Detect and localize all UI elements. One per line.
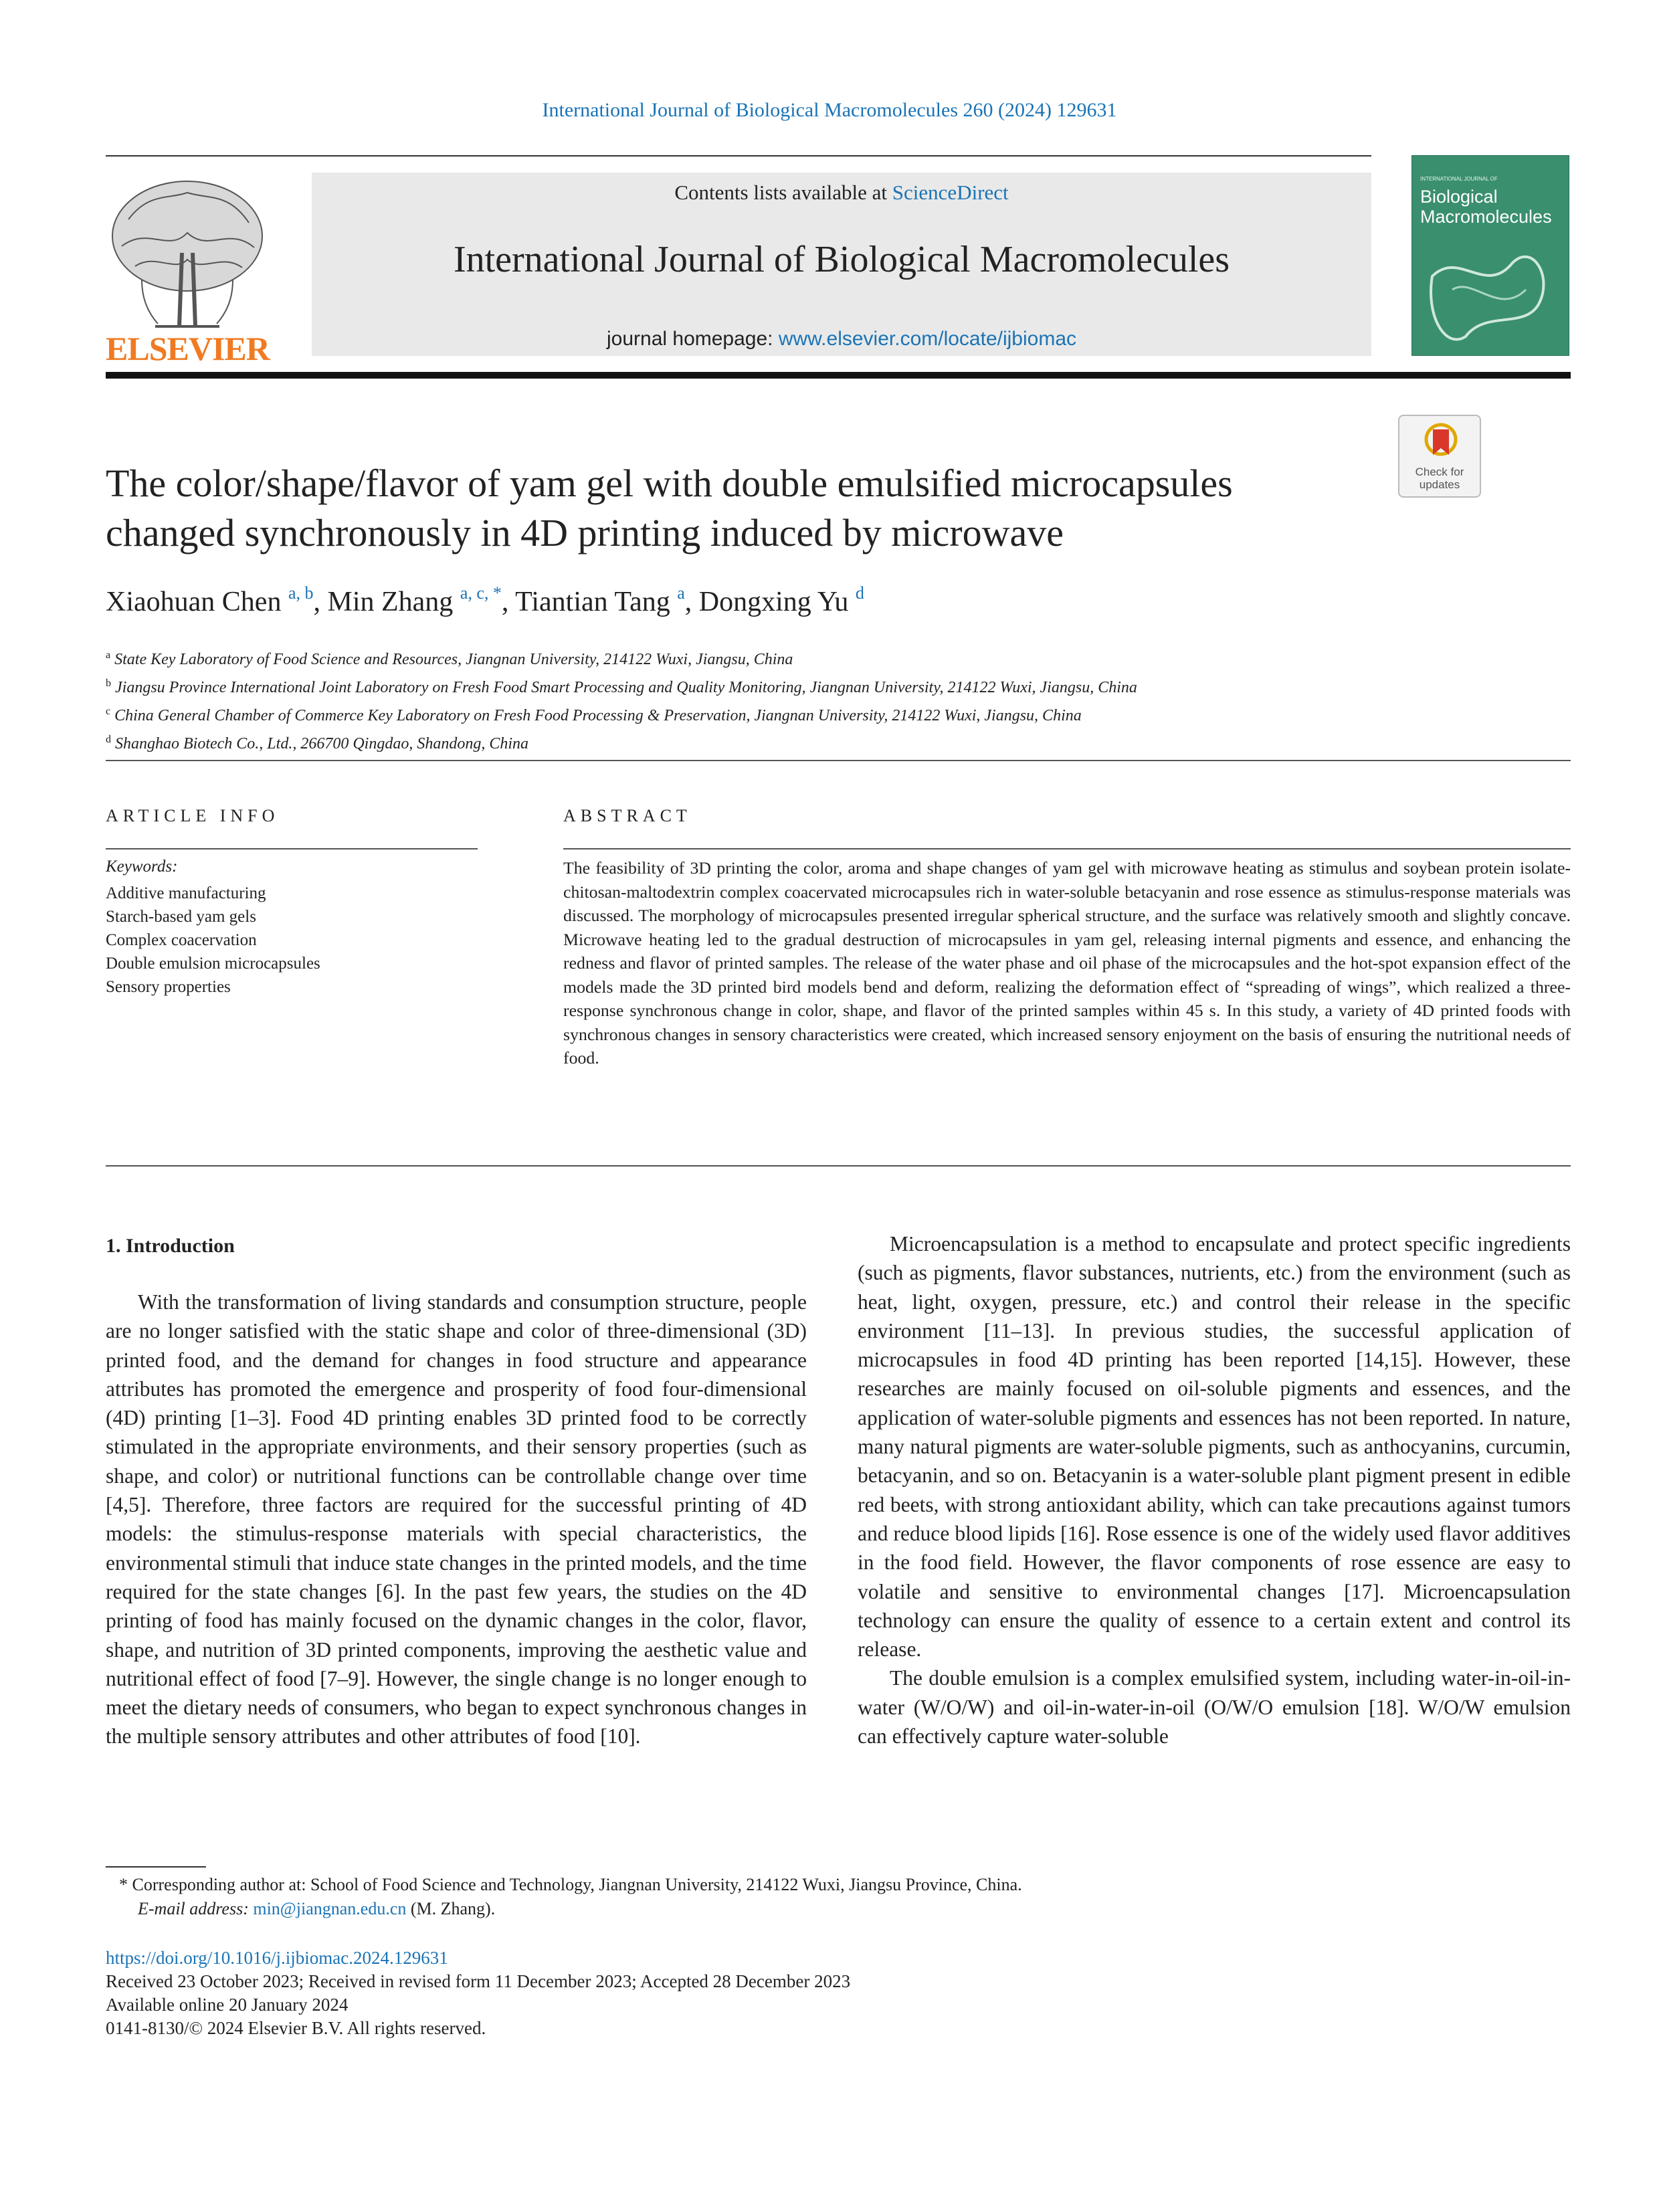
journal-reference[interactable]: International Journal of Biological Macromolecules 260 (2024) 129631 (542, 99, 1117, 121)
author-affiliation-marks[interactable]: a, c, * (460, 583, 502, 603)
cover-molecule-art-icon (1419, 236, 1563, 350)
contents-available-line: Contents lists available at ScienceDirect (674, 181, 1009, 204)
affiliation-item: $^d$ Shanghao Biotech Co., Ltd., 266700 Qingdao, Shandong, China (106, 734, 528, 752)
affiliation-item: $^b$ Jiangsu Province International Joint Laboratory on Fresh Food Smart Processing and Quality Monitoring, Jiangnan University, 214122 Wuxi, Jiangsu, China (106, 678, 1137, 696)
body-paragraph: The double emulsion is a complex emulsified system, including water-in-oil-in-water (W/O/W) and oil-in-water-in-oil (O/W/O emulsion [18]. W/O/W emulsion can effectively capture water-soluble (858, 1666, 1571, 1748)
affiliations (106, 643, 1137, 756)
keywords-label: Keywords: (106, 858, 178, 876)
copyright-notice: 0141-8130/© 2024 Elsevier B.V. All rights reserved. (106, 2018, 486, 2038)
article-front-matter (106, 1946, 850, 2040)
affiliation-item: $^a$ State Key Laboratory of Food Science and Resources, Jiangnan University, 214122 Wuxi, Jiangsu, China (106, 649, 793, 668)
article-title: The color/shape/flavor of yam gel with double emulsified microcapsules changed synchronously in 4D printing induced by microwave (106, 462, 1233, 555)
keywords-list (106, 882, 320, 999)
author-name[interactable]: Dongxing Yu (698, 587, 849, 617)
body-paragraph: Microencapsulation is a method to encapsulate and protect specific ingredients (such as pigments, flavor substances, nutrients, etc.) from the environment (such as heat, light, oxygen, pressure, etc.) and control their release in the specific environment [11–13]. In previous studies, the successful application of microcapsules in food 4D printing has been reported [14,15]. However, these researches are mainly focused on oil-soluble pigments and essences, and the application of water-soluble pigments and essences has not been reported. In nature, many natural pigments are water-soluble pigments, such as anthocyanins, curcumin, betacyanin, and so on. Betacyanin is a water-soluble plant pigment present in edible red beets, with strong antioxidant ability, which can take precautions against tumors and reduce blood lipids [16]. Rose essence is one of the widely used flavor additives in the food field. However, the flavor components of rose essence are easy to volatile and sensitive to environmental changes [17]. Microencapsulation technology can ensure the quality of essence to a certain extent and control its release. (858, 1232, 1571, 1662)
elsevier-wordmark: ELSEVIER (106, 330, 270, 367)
corresponding-author-text: * Corresponding author at: School of Food Science and Technology, Jiangnan University, 214122 Wuxi, Jiangsu Province, China. (119, 1875, 1022, 1894)
affiliations-divider (106, 760, 1571, 761)
cover-small-text: INTERNATIONAL JOURNAL OF (1420, 176, 1498, 182)
keyword-item: Sensory properties (106, 978, 231, 996)
bookmark-ribbon-icon (1424, 423, 1458, 463)
body-paragraph: With the transformation of living standards and consumption structure, people are no longer satisfied with the static shape and color of three-dimensional (3D) printed food, and the demand for changes in food structure and appearance attributes has promoted the emergence and prosperity of food four-dimensional (4D) printing [1–3]. Food 4D printing enables 3D printed food to be correctly stimulated in the appropriate environments, and their sensory properties (such as shape, and color) or nutritional functions can be controllable change over time [4,5]. Therefore, three factors are required for the successful printing of 4D models: the stimulus-response materials with special characteristics, the environmental stimuli that induce state changes in the printed models, and the time required for the state changes [6]. In the past few years, the studies on the 4D printing of food has mainly focused on the dynamic changes in the color, flavor, shape, and nutrition of 3D printed components, improving the aesthetic value and nutritional effect of food [7–9]. However, the single change is no longer enough to meet the dietary needs of consumers, who began to expect synchronous changes in the multiple sensory attributes and other attributes of food [10]. (106, 1290, 807, 1748)
author-affiliation-marks[interactable]: a, b (288, 583, 314, 603)
introduction-heading: 1. Introduction (106, 1235, 235, 1257)
journal-cover-thumbnail[interactable] (1411, 155, 1569, 356)
keyword-item: Complex coacervation (106, 931, 257, 949)
journal-masthead (312, 173, 1371, 356)
available-online-date: Available online 20 January 2024 (106, 1995, 349, 2015)
author-affiliation-marks[interactable]: d (855, 583, 864, 603)
body-right-column (858, 1229, 1571, 1750)
author-name[interactable]: Tiantian Tang (515, 587, 670, 617)
article-info-divider (106, 848, 478, 849)
body-left-column (106, 1288, 807, 1751)
abstract-text: The feasibility of 3D printing the color, aroma and shape changes of yam gel with microwave heating as stimulus and soybean protein isolate-chitosan-maltodextrin complex coacervated microcapsules rich in water-soluble betacyanin and rose essence as stimulus-response materials was discussed. The morphology of microcapsules presented irregular spherical structure, and the surface was relatively smooth and slightly concave. Microwave heating led to the gradual destruction of microcapsules in yam gel, releasing internal pigments and essence, and enhancing the redness and flavor of printed samples. The release of the water phase and oil phase of the microcapsules and the hot-spot expansion effect of the models made the 3D printed bird models bend and deform, realizing the deformation effect of “spreading of wings”, which realized a three-response synchronous change in color, shape, and flavor of the printed samples within 45 s. In this study, a variety of 4D printed foods with synchronous changes in sensory characteristics were created, which increased sensory enjoyment on the basis of ensuring the nutritional needs of food. (563, 858, 1571, 1068)
journal-homepage-line: journal homepage: www.elsevier.com/locate/ijbiomac (606, 328, 1077, 350)
corresponding-author-footnote (119, 1873, 1022, 1921)
abstract-bottom-divider (106, 1165, 1571, 1167)
email-line: E-mail address: min@jiangnan.edu.cn (M. Zhang). (138, 1899, 496, 1918)
sciencedirect-link[interactable]: ScienceDirect (892, 181, 1009, 204)
masthead-thick-divider (106, 372, 1571, 379)
check-for-updates-badge[interactable] (1398, 415, 1481, 498)
author-name[interactable]: Xiaohuan Chen (106, 587, 282, 617)
keyword-item: Double emulsion microcapsules (106, 954, 320, 973)
journal-name: International Journal of Biological Macromolecules (453, 239, 1230, 280)
top-divider (106, 155, 1371, 157)
author-email-link[interactable]: min@jiangnan.edu.cn (253, 1899, 407, 1918)
author-affiliation-marks[interactable]: a (677, 583, 685, 603)
cover-title: Biological Macromolecules (1420, 187, 1552, 227)
keyword-item: Additive manufacturing (106, 884, 266, 902)
keyword-item: Starch-based yam gels (106, 908, 256, 926)
affiliation-item: $^c$ China General Chamber of Commerce Key Laboratory on Fresh Food Processing & Preservation, Jiangnan University, 214122 Wuxi, Jiangsu, China (106, 706, 1082, 724)
author-list: Xiaohuan Chen $^{a, b}$, Min Zhang $^{a, c, *}$, Tiantian Tang $^a$, Dongxing Yu $^d$ (106, 583, 864, 617)
abstract-heading: ABSTRACT (563, 806, 692, 825)
footnote-divider (106, 1866, 206, 1868)
doi-link[interactable]: https://doi.org/10.1016/j.ijbiomac.2024.129631 (106, 1948, 448, 1968)
abstract-divider (563, 848, 1571, 849)
received-dates: Received 23 October 2023; Received in revised form 11 December 2023; Accepted 28 December 2023 (106, 1971, 851, 1991)
journal-homepage-link[interactable]: www.elsevier.com/locate/ijbiomac (778, 328, 1077, 350)
check-for-updates-label: Check for updates (1415, 466, 1464, 491)
author-name[interactable]: Min Zhang (327, 587, 454, 617)
article-info-heading: ARTICLE INFO (106, 806, 280, 825)
